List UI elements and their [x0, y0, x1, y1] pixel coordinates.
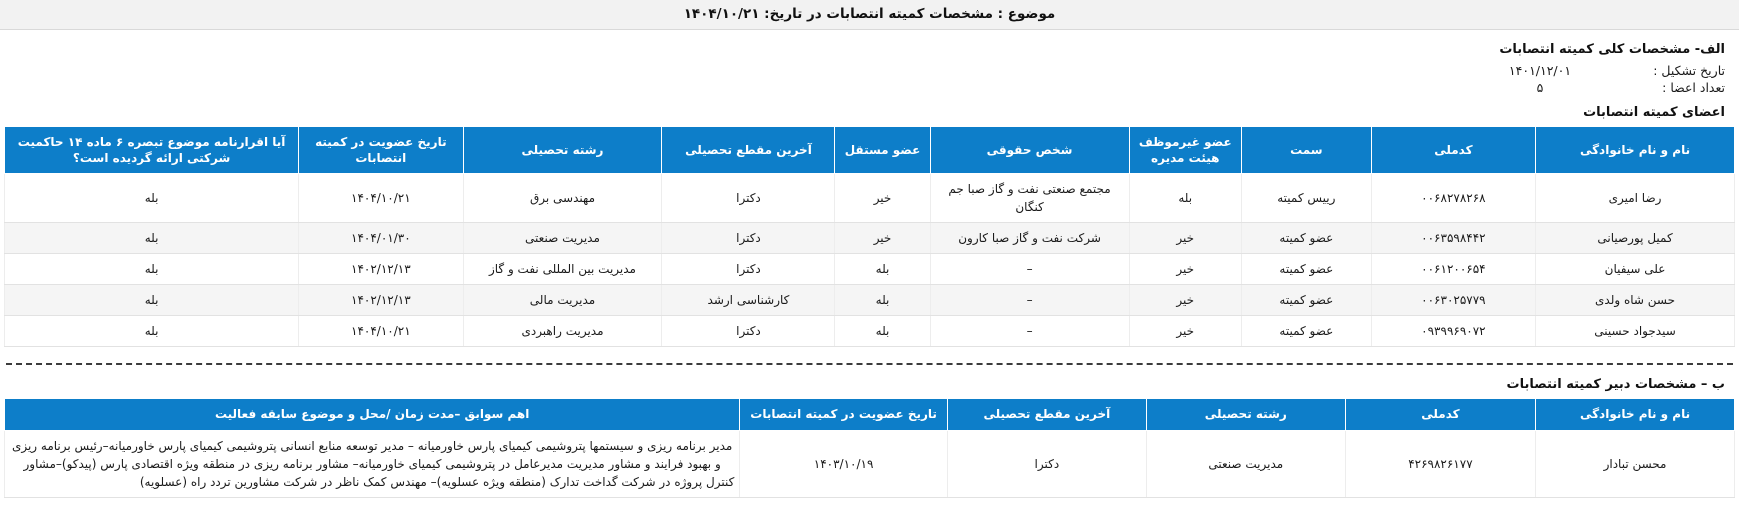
- col-sec-field: رشته تحصیلی: [1146, 399, 1345, 430]
- cell-declaration: بله: [5, 223, 299, 254]
- cell-membership-date: ۱۴۰۴/۱۰/۲۱: [299, 174, 463, 223]
- cell-sec-field: مدیریت صنعتی: [1146, 430, 1345, 497]
- cell-legal-person: –: [930, 316, 1129, 347]
- cell-independent: خیر: [835, 174, 930, 223]
- col-national-id: کدملی: [1371, 127, 1535, 174]
- meta-row-member-count: [0, 80, 1725, 95]
- cell-legal-person: شرکت نفت و گاز صبا کارون: [930, 223, 1129, 254]
- col-field: رشته تحصیلی: [463, 127, 662, 174]
- cell-legal-person: –: [930, 254, 1129, 285]
- cell-sec-degree: دکترا: [947, 430, 1146, 497]
- cell-name: کمیل پورصیانی: [1536, 223, 1735, 254]
- cell-declaration: بله: [5, 285, 299, 316]
- cell-declaration: بله: [5, 316, 299, 347]
- cell-membership-date: ۱۴۰۲/۱۲/۱۳: [299, 285, 463, 316]
- cell-independent: بله: [835, 285, 930, 316]
- col-independent: عضو مستقل: [835, 127, 930, 174]
- cell-non-executive: خیر: [1129, 285, 1241, 316]
- cell-position: عضو کمیته: [1241, 254, 1371, 285]
- col-declaration: آیا اقرارنامه موضوع تبصره ۶ ماده ۱۴ حاکمیت شرکتی ارائه گردیده است؟: [5, 127, 299, 174]
- cell-field: مدیریت بین المللی نفت و گاز: [463, 254, 662, 285]
- table-row: [5, 174, 1735, 223]
- member-count-value: ۵: [1536, 80, 1544, 95]
- cell-degree: دکترا: [662, 254, 835, 285]
- cell-field: مهندسی برق: [463, 174, 662, 223]
- cell-independent: خیر: [835, 223, 930, 254]
- cell-non-executive: بله: [1129, 174, 1241, 223]
- subject-bar: موضوع : مشخصات کمیته انتصابات در تاریخ: ۱۴۰۴/۱۰/۲۱: [0, 0, 1739, 30]
- cell-sec-national-id: ۴۲۶۹۸۲۶۱۷۷: [1345, 430, 1535, 497]
- cell-position: رییس کمیته: [1241, 174, 1371, 223]
- col-sec-degree: آخرین مقطع تحصیلی: [947, 399, 1146, 430]
- cell-field: مدیریت راهبردی: [463, 316, 662, 347]
- cell-membership-date: ۱۴۰۴/۱۰/۲۱: [299, 316, 463, 347]
- cell-independent: بله: [835, 316, 930, 347]
- col-sec-name: نام و نام خانوادگی: [1536, 399, 1735, 430]
- col-membership-date: تاریخ عضویت در کمیته انتصابات: [299, 127, 463, 174]
- cell-name: علی سیفیان: [1536, 254, 1735, 285]
- col-sec-membership-date: تاریخ عضویت در کمیته انتصابات: [740, 399, 948, 430]
- table-row: [5, 223, 1735, 254]
- col-non-executive: عضو غیرموظف هیئت مدیره: [1129, 127, 1241, 174]
- cell-name: رضا امیری: [1536, 174, 1735, 223]
- section-a-title: الف- مشخصات کلی کمیته انتصابات: [1499, 42, 1725, 57]
- cell-legal-person: –: [930, 285, 1129, 316]
- cell-sec-experience: مدیر برنامه ریزی و سیستمها پتروشیمی کیمیای پارس خاورمیانه – مدیر توسعه منابع انسانی پتروشیمی کیمیای پارس خاورمیانه–رئیس برنامه ریزی و بهبود فرایند و مشاور مدیریت مدیرعامل در پتروشیمی کیمیای خاورمیانه– مشاور برنامه ریزی در منطقه ویژه اقتصادی پارس (پیدکو)–مشاور کنترل پروژه در شرکت گداخت تدارک (منطقه ویژه عسلویه)– مهندس کمک ناظر در شرکت مشاورین تردد راه (عسلویه): [5, 430, 740, 497]
- col-sec-experience: اهم سوابق –مدت زمان /محل و موضوع سابقه فعالیت: [5, 399, 740, 430]
- cell-degree: دکترا: [662, 174, 835, 223]
- cell-position: عضو کمیته: [1241, 285, 1371, 316]
- formation-date-label: تاریخ تشکیل :: [1653, 63, 1725, 78]
- cell-name: حسن شاه ولدی: [1536, 285, 1735, 316]
- secretary-table-header-row: [5, 399, 1735, 430]
- members-table-title: اعضای کمیته انتصابات: [1583, 105, 1725, 120]
- cell-degree: کارشناسی ارشد: [662, 285, 835, 316]
- table-row: [5, 285, 1735, 316]
- cell-membership-date: ۱۴۰۴/۰۱/۳۰: [299, 223, 463, 254]
- cell-position: عضو کمیته: [1241, 316, 1371, 347]
- members-table: [4, 126, 1735, 347]
- cell-declaration: بله: [5, 254, 299, 285]
- bottom-spacer: [0, 498, 1739, 512]
- cell-national-id: ۰۰۶۳۰۲۵۷۷۹: [1371, 285, 1535, 316]
- col-legal-person: شخص حقوقی: [930, 127, 1129, 174]
- cell-field: مدیریت مالی: [463, 285, 662, 316]
- table-row: [5, 430, 1735, 497]
- cell-national-id: ۰۰۶۱۲۰۰۶۵۴: [1371, 254, 1535, 285]
- meta-row-formation-date: [0, 63, 1725, 78]
- cell-non-executive: خیر: [1129, 254, 1241, 285]
- cell-national-id: ۰۹۳۹۹۶۹۰۷۲: [1371, 316, 1535, 347]
- cell-legal-person: مجتمع صنعتی نفت و گاز صبا جم کنگان: [930, 174, 1129, 223]
- cell-membership-date: ۱۴۰۲/۱۲/۱۳: [299, 254, 463, 285]
- col-position: سمت: [1241, 127, 1371, 174]
- cell-non-executive: خیر: [1129, 223, 1241, 254]
- members-table-header-row: [5, 127, 1735, 174]
- general-info-block: [0, 63, 1739, 95]
- cell-non-executive: خیر: [1129, 316, 1241, 347]
- cell-field: مدیریت صنعتی: [463, 223, 662, 254]
- cell-independent: بله: [835, 254, 930, 285]
- cell-position: عضو کمیته: [1241, 223, 1371, 254]
- cell-degree: دکترا: [662, 316, 835, 347]
- col-name: نام و نام خانوادگی: [1536, 127, 1735, 174]
- cell-national-id: ۰۰۶۸۲۷۸۲۶۸: [1371, 174, 1535, 223]
- cell-declaration: بله: [5, 174, 299, 223]
- secretary-table: [4, 398, 1735, 497]
- table-row: [5, 254, 1735, 285]
- member-count-label: تعداد اعضا :: [1662, 80, 1725, 95]
- cell-sec-membership-date: ۱۴۰۳/۱۰/۱۹: [740, 430, 948, 497]
- section-divider: [6, 363, 1733, 365]
- section-b-title: ب – مشخصات دبیر کمیته انتصابات: [1506, 377, 1725, 393]
- cell-name: سیدجواد حسینی: [1536, 316, 1735, 347]
- formation-date-value: ۱۴۰۱/۱۲/۰۱: [1508, 63, 1572, 78]
- cell-national-id: ۰۰۶۳۵۹۸۴۴۲: [1371, 223, 1535, 254]
- table-row: [5, 316, 1735, 347]
- col-sec-national-id: کدملی: [1345, 399, 1535, 430]
- col-degree: آخرین مقطع تحصیلی: [662, 127, 835, 174]
- cell-sec-name: محسن تبادار: [1536, 430, 1735, 497]
- cell-degree: دکترا: [662, 223, 835, 254]
